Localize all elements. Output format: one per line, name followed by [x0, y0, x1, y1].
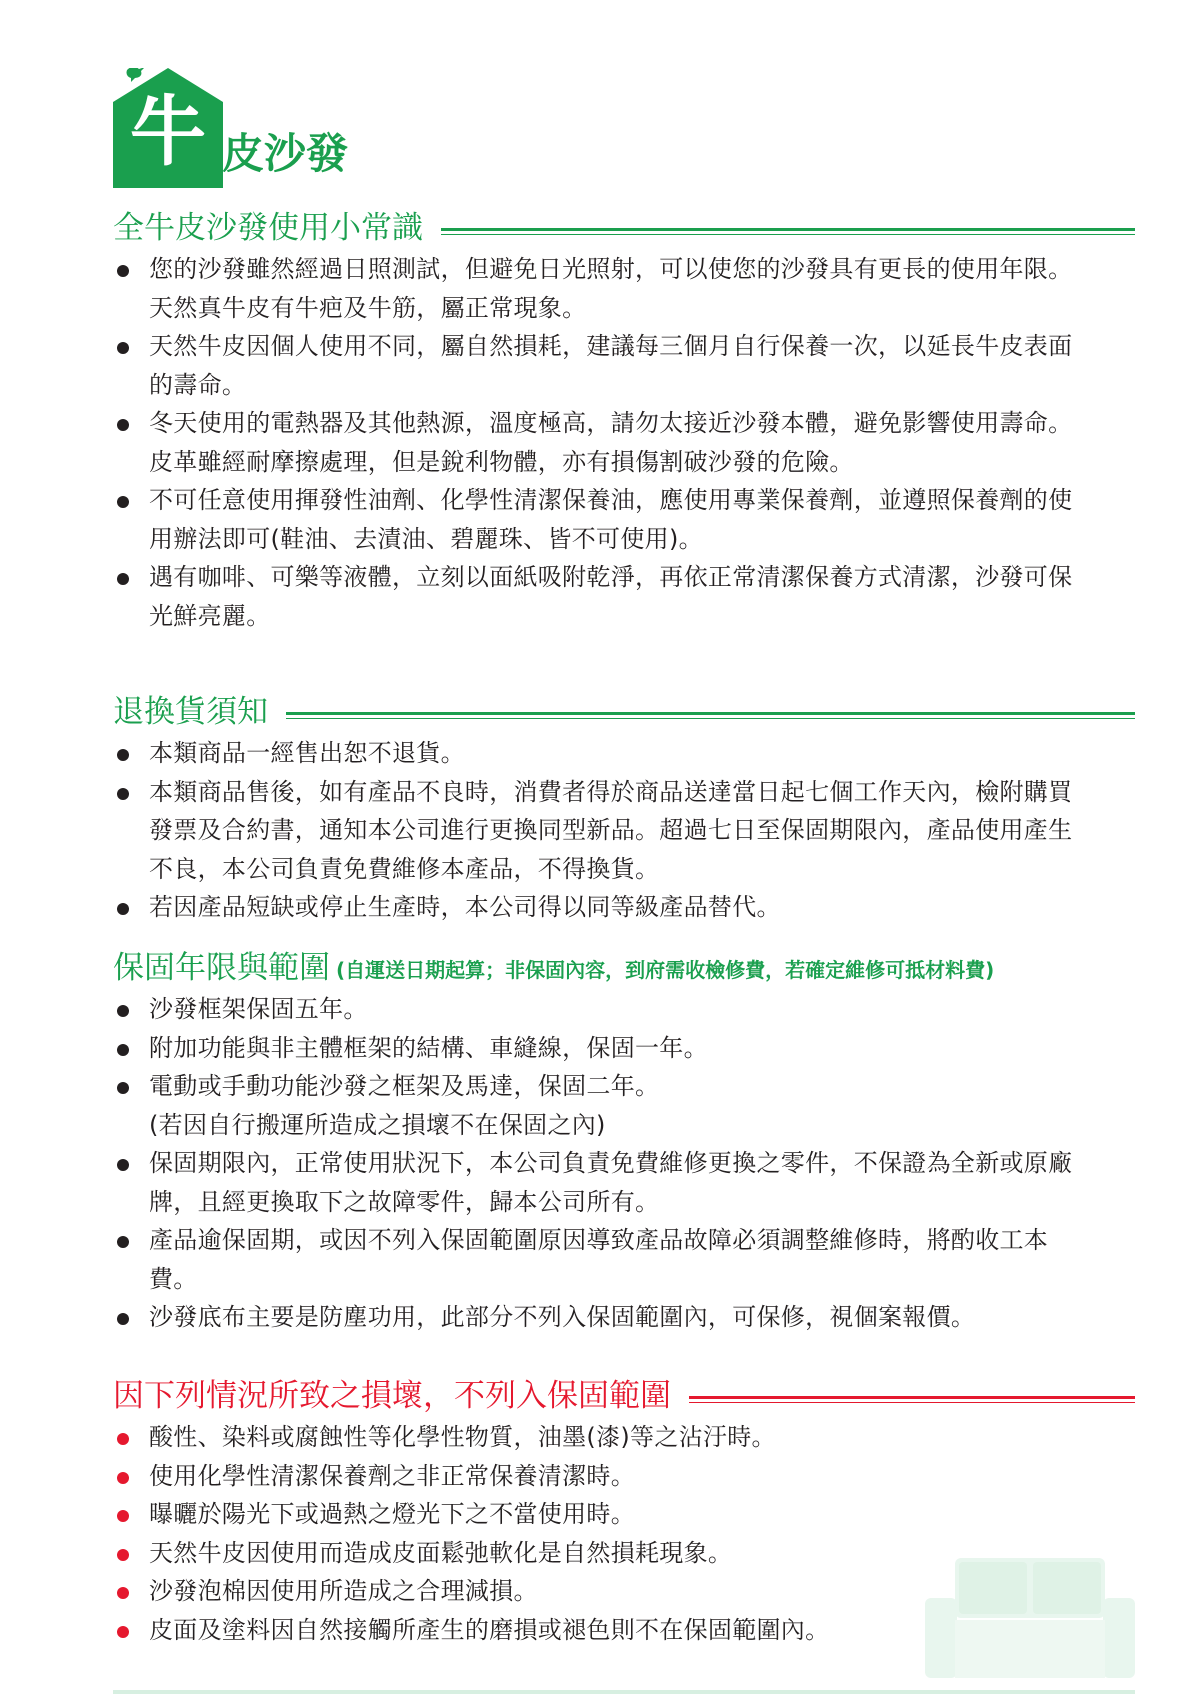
section-header — [113, 206, 1135, 250]
item-line: 沙發泡棉因使用所造成之合理減損。 — [149, 1577, 538, 1605]
page-title: 皮沙發 — [222, 129, 349, 178]
item-line: 沙發底布主要是防塵功用，此部分不列入保固範圍內，可保修，視個案報價。 — [149, 1303, 976, 1331]
sofa-icon — [925, 1558, 1135, 1678]
section-leather-care — [113, 206, 1135, 635]
list-item — [113, 481, 1135, 558]
item-line: 費。 — [149, 1264, 198, 1293]
item-line: 本類商品一經售出恕不退貨。 — [149, 739, 465, 767]
list-item — [113, 773, 1135, 889]
item-line: 皮革雖經耐摩擦處理，但是銳利物體，亦有損傷割破沙發的危險。 — [149, 447, 854, 476]
item-line: 保固期限內，正常使用狀況下，本公司負責免費維修更換之零件，不保證為全新或原廠 — [149, 1149, 1073, 1177]
item-line: 天然牛皮因使用而造成皮面鬆弛軟化是自然損耗現象。 — [149, 1538, 733, 1567]
item-line: 使用化學性清潔保養劑之非正常保養清潔時。 — [149, 1461, 635, 1490]
list-item — [113, 734, 1135, 773]
item-line: 不良，本公司負責免費維修本產品，不得換貨。 — [149, 854, 660, 883]
list-item — [113, 1067, 1135, 1144]
item-line: 曝曬於陽光下或過熱之燈光下之不當使用時。 — [149, 1500, 635, 1528]
list-item — [113, 1418, 1135, 1457]
bullet-list — [113, 990, 1135, 1337]
item-line: 冬天使用的電熱器及其他熱源，溫度極高，請勿太接近沙發本體，避免影響使用壽命。 — [149, 409, 1073, 437]
item-line: 發票及合約書，通知本公司進行更換同型新品。超過七日至保固期限內，產品使用產生 — [149, 816, 1073, 844]
item-line: 天然真牛皮有牛疤及牛筋，屬正常現象。 — [149, 293, 587, 322]
item-line: 附加功能與非主體框架的結構、車縫線，保固一年。 — [149, 1033, 708, 1062]
item-line: (若因自行搬運所造成之損壞不在保固之內) — [149, 1110, 606, 1139]
item-line: 本類商品售後，如有產品不良時，消費者得於商品送達當日起七個工作天內，檢附購買 — [149, 777, 1073, 806]
section-divider — [689, 1396, 1135, 1403]
section-header — [113, 1374, 1135, 1418]
item-line: 產品逾保固期，或因不列入保固範圍原因導致產品故障必須調整維修時，將酌收工本 — [149, 1226, 1049, 1254]
list-item — [113, 1298, 1135, 1337]
list-item — [113, 404, 1135, 481]
item-line: 遇有咖啡、可樂等液體，立刻以面紙吸附乾淨，再依正常清潔保養方式清潔，沙發可保 — [149, 563, 1073, 591]
list-item — [113, 327, 1135, 404]
list-item — [113, 1144, 1135, 1221]
section-title: 全牛皮沙發使用小常識 — [113, 210, 423, 246]
item-line: 沙發框架保固五年。 — [149, 995, 368, 1023]
item-line: 若因產品短缺或停止生產時，本公司得以同等級產品替代。 — [149, 893, 781, 921]
item-line: 不可任意使用揮發性油劑、化學性清潔保養油，應使用專業保養劑，並遵照保養劑的使 — [149, 486, 1073, 514]
bullet-list — [113, 734, 1135, 927]
list-item — [113, 1029, 1135, 1068]
list-item — [113, 1221, 1135, 1298]
item-line: 的壽命。 — [149, 370, 247, 399]
item-line: 天然牛皮因個人使用不同，屬自然損耗，建議每三個月自行保養一次，以延長牛皮表面 — [149, 332, 1073, 360]
section-subtitle: (自運送日期起算；非保固內容，到府需收檢修費，若確定維修可抵材料費) — [336, 957, 995, 982]
list-item — [113, 1495, 1135, 1534]
item-line: 光鮮亮麗。 — [149, 601, 271, 630]
section-return-policy — [113, 690, 1135, 927]
section-warranty — [113, 946, 1135, 1337]
item-line: 電動或手動功能沙發之框架及馬達，保固二年。 — [149, 1072, 660, 1100]
list-item — [113, 1457, 1135, 1496]
list-item — [113, 888, 1135, 927]
list-item — [113, 558, 1135, 635]
item-line: 酸性、染料或腐蝕性等化學性物質，油墨(漆)等之沾汙時。 — [149, 1423, 776, 1451]
item-line: 皮面及塗料因自然接觸所產生的磨損或褪色則不在保固範圍內。 — [149, 1615, 830, 1644]
logo-character: 牛 — [130, 87, 206, 176]
item-line: 用辦法即可(鞋油、去漬油、碧麗珠、皆不可使用)。 — [149, 524, 703, 553]
list-item — [113, 990, 1135, 1029]
bottom-divider — [113, 1690, 1135, 1694]
list-item — [113, 250, 1135, 327]
section-title: 因下列情況所致之損壞，不列入保固範圍 — [113, 1378, 671, 1414]
section-divider — [441, 228, 1135, 235]
item-line: 您的沙發雖然經過日照測試，但避免日光照射，可以使您的沙發具有更長的使用年限。 — [149, 255, 1073, 283]
section-header — [113, 946, 1135, 990]
section-divider — [286, 712, 1135, 719]
section-title: 退換貨須知 — [113, 694, 268, 730]
bullet-list — [113, 250, 1135, 635]
section-title: 保固年限與範圍 — [113, 950, 330, 986]
item-line: 牌，且經更換取下之故障零件，歸本公司所有。 — [149, 1187, 660, 1216]
section-header — [113, 690, 1135, 734]
